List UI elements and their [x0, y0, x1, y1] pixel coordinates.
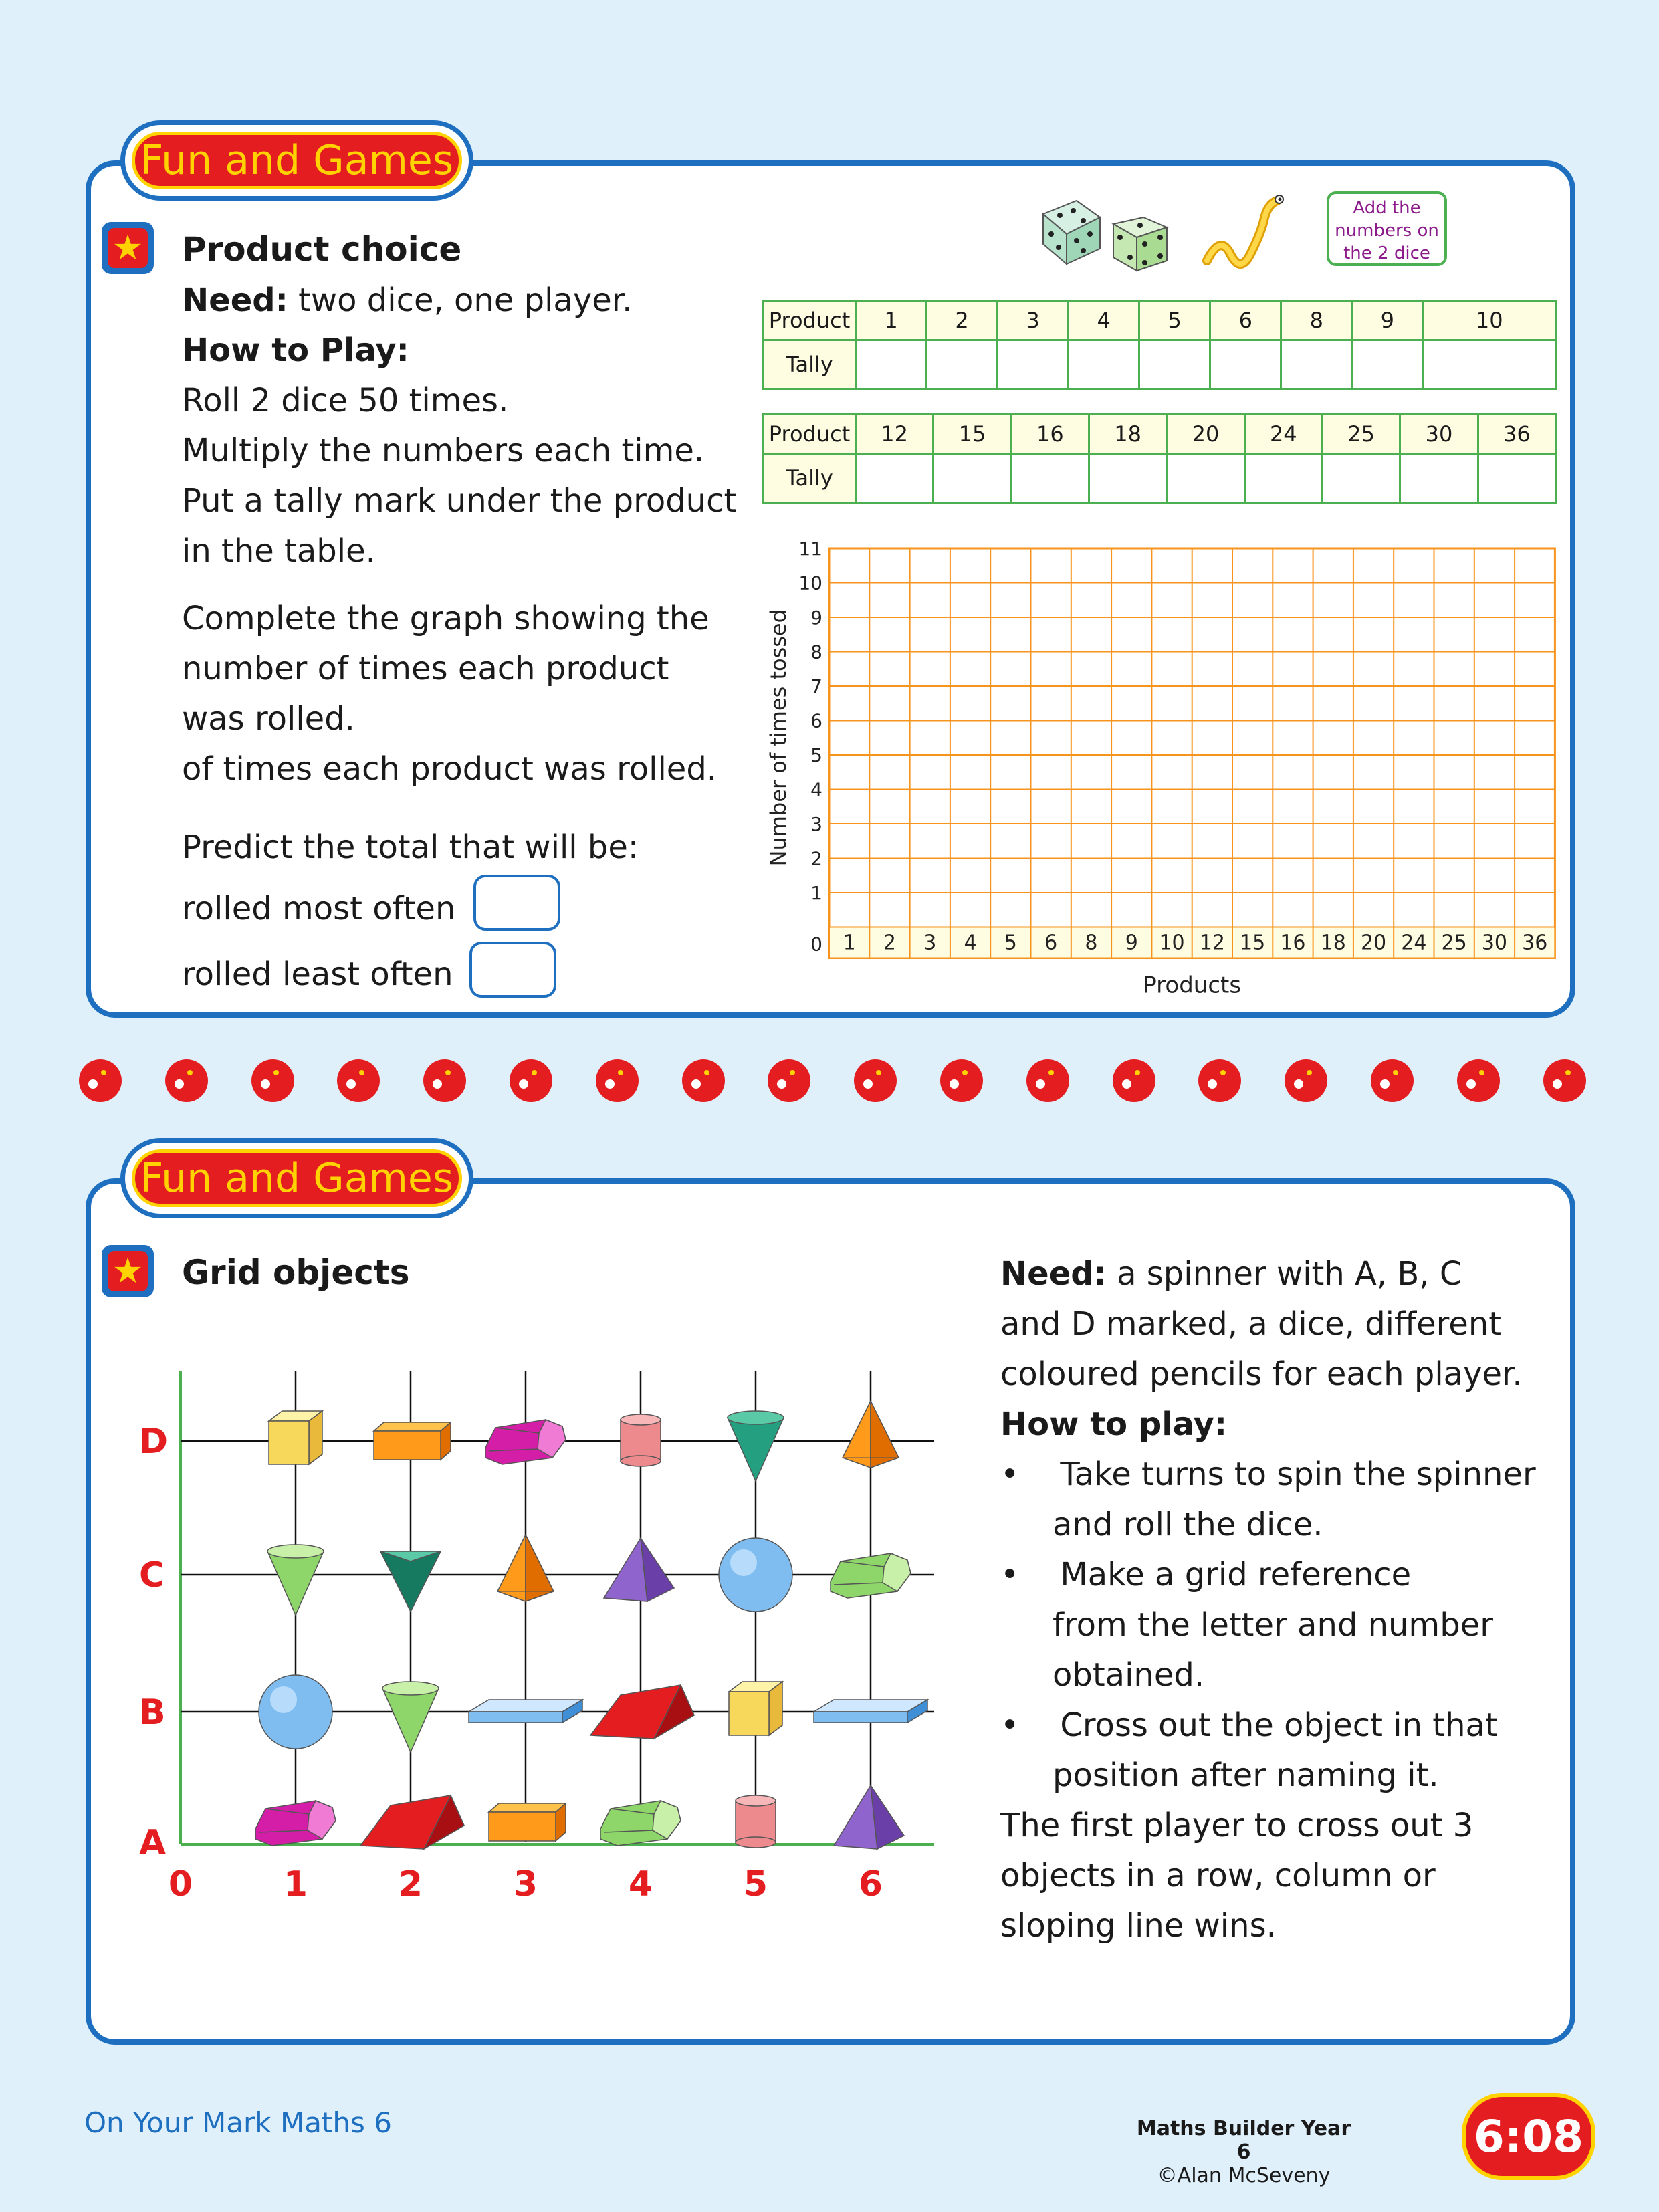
product-cell: 30	[1400, 415, 1478, 454]
bullet-text: obtained.	[1053, 1656, 1205, 1694]
product-label: Product	[764, 301, 856, 340]
product-cell: 8	[1281, 301, 1352, 340]
tri-prism-red-icon	[360, 1795, 464, 1849]
hex-prism-magenta-icon	[255, 1801, 336, 1846]
tri-pyramid-purple-icon	[604, 1538, 674, 1601]
x-tick-label: 16	[1280, 931, 1306, 955]
x-tick-label: 6	[1044, 931, 1058, 955]
need-text: coloured pencils for each player.	[1000, 1355, 1523, 1393]
closing-text: The first player to cross out 3	[1000, 1807, 1474, 1844]
author: ©Alan McSeveny	[1157, 2164, 1331, 2187]
tally-cell[interactable]	[1167, 454, 1244, 503]
y-tick-label: 3	[810, 813, 822, 835]
x-tick-label: 3	[923, 931, 937, 955]
red-dot-icon	[79, 1059, 122, 1102]
product-cell: 16	[1011, 415, 1089, 454]
y-tick-label: 5	[810, 744, 822, 766]
products-graph[interactable]	[756, 535, 1571, 1003]
fun-and-games-tab-bottom	[120, 1138, 473, 1218]
cube-yellow-icon	[269, 1411, 322, 1464]
activity-title: Product choice	[182, 230, 462, 269]
tally-cell[interactable]	[933, 454, 1011, 503]
x-tick-label: 24	[1401, 931, 1427, 955]
x-tick-label: 36	[1522, 931, 1548, 955]
instruction-line: Multiply the numbers each time.	[182, 432, 705, 469]
x-tick-label: 25	[1441, 931, 1467, 955]
x-tick-label: 30	[1481, 931, 1508, 955]
flat-prism-blue-icon	[814, 1700, 927, 1723]
red-dot-icon	[1371, 1059, 1414, 1102]
x-tick-label: 1	[843, 931, 856, 955]
grid-objects-diagram[interactable]	[127, 1357, 956, 1912]
hex-prism-green-icon	[600, 1801, 681, 1846]
col-label: 2	[398, 1864, 423, 1904]
x-tick-label: 9	[1125, 931, 1138, 955]
x-tick-label: 4	[964, 931, 977, 955]
y-tick-label: 2	[810, 847, 822, 870]
col-label: 0	[168, 1864, 193, 1904]
product-cell: 12	[856, 415, 933, 454]
book-title: Maths Builder Year 6	[1136, 2117, 1351, 2164]
pyramid-orange-icon	[497, 1535, 554, 1601]
product-cell: 10	[1423, 301, 1556, 340]
y-tick-label: 1	[810, 882, 822, 904]
snake-icon	[1207, 195, 1283, 264]
product-cell: 4	[1069, 301, 1139, 340]
tri-pyramid-purple-icon	[834, 1785, 904, 1849]
least-label: rolled least often	[182, 956, 453, 993]
red-dot-icon	[1198, 1059, 1241, 1102]
row-label: C	[139, 1555, 165, 1595]
tally-cell[interactable]	[1139, 340, 1210, 389]
red-dot-icon	[596, 1059, 639, 1102]
instruction-line: in the table.	[182, 532, 376, 570]
closing-text: sloping line wins.	[1000, 1907, 1277, 1945]
dice-icon	[1113, 217, 1167, 271]
bullet-text: from the letter and number	[1053, 1606, 1493, 1644]
x-axis-label: Products	[1143, 972, 1242, 999]
col-label: 4	[628, 1864, 653, 1904]
red-dot-icon	[1026, 1059, 1069, 1102]
instructions	[182, 275, 736, 576]
tally-cell[interactable]	[927, 340, 998, 389]
product-cell: 25	[1322, 415, 1400, 454]
tally-cell[interactable]	[856, 454, 933, 503]
cylinder-pink-icon	[736, 1795, 776, 1848]
bullet-item: • Take turns to spin the spinner	[1000, 1456, 1536, 1493]
red-dot-icon	[1543, 1059, 1586, 1102]
tally-cell[interactable]	[1089, 454, 1166, 503]
dice-icon	[1043, 201, 1100, 264]
x-tick-label: 2	[883, 931, 896, 955]
tally-cell[interactable]	[1281, 340, 1352, 389]
need-label: Need:	[182, 282, 288, 319]
product-cell: 1	[856, 301, 927, 340]
red-dot-icon	[510, 1059, 552, 1102]
product-cell: 15	[933, 415, 1011, 454]
red-dot-icon	[423, 1059, 466, 1102]
tab-label: Fun and Games	[140, 137, 454, 184]
dot-divider	[79, 1059, 1589, 1113]
tab-inner	[132, 1149, 462, 1207]
x-tick-label: 18	[1320, 931, 1346, 955]
cube-yellow-icon	[729, 1682, 782, 1735]
col-label: 5	[743, 1864, 768, 1904]
instructions-graph	[182, 594, 717, 794]
most-often-answer-box[interactable]	[473, 875, 560, 931]
cylinder-pink-icon	[621, 1414, 661, 1466]
red-dot-icon	[854, 1059, 897, 1102]
row-label: D	[139, 1422, 169, 1462]
bullet-item: • Cross out the object in that	[1000, 1706, 1498, 1744]
sphere-blue-icon	[259, 1675, 332, 1749]
sphere-blue-icon	[719, 1538, 792, 1612]
tally-table-1	[762, 300, 1557, 390]
dice-illustration	[1036, 187, 1317, 281]
pyramid-orange-icon	[843, 1401, 899, 1468]
product-cell: 5	[1139, 301, 1210, 340]
row-label: B	[139, 1692, 166, 1733]
y-tick-label: 7	[810, 675, 822, 697]
page-number-badge: 6:08	[1462, 2093, 1595, 2180]
tri-pyramid-teal-down-icon	[380, 1551, 441, 1612]
tab-inner	[132, 132, 462, 189]
bullet-text: and roll the dice.	[1053, 1506, 1323, 1543]
instruction-line: Roll 2 dice 50 times.	[182, 382, 509, 419]
col-label: 6	[858, 1864, 883, 1904]
tally-cell[interactable]	[856, 340, 927, 389]
y-tick-label: 11	[798, 538, 822, 560]
tally-cell[interactable]	[1400, 454, 1478, 503]
cone-green-down-icon	[382, 1682, 439, 1752]
y-tick-label: 8	[810, 641, 822, 663]
tally-cell[interactable]	[1244, 454, 1322, 503]
product-cell: 18	[1089, 415, 1166, 454]
x-tick-label: 8	[1085, 931, 1098, 955]
tally-cell[interactable]	[1423, 340, 1556, 389]
fun-and-games-tab-top	[120, 120, 473, 201]
x-tick-label: 12	[1199, 931, 1225, 955]
most-label: rolled most often	[182, 890, 456, 927]
red-dot-icon	[165, 1059, 208, 1102]
tally-label: Tally	[764, 340, 856, 389]
x-tick-label: 15	[1240, 931, 1266, 955]
product-cell: 36	[1478, 415, 1555, 454]
star-icon: ★	[102, 222, 154, 274]
tally-cell[interactable]	[1069, 340, 1139, 389]
col-label: 3	[513, 1864, 538, 1904]
tab-label: Fun and Games	[140, 1155, 454, 1202]
row-label: A	[139, 1823, 167, 1863]
instruction-line: of times each product was rolled.	[182, 750, 717, 788]
cuboid-orange-icon	[374, 1422, 451, 1460]
instruction-line: Complete the graph showing the	[182, 600, 709, 637]
tally-cell[interactable]	[1011, 454, 1089, 503]
product-cell: 2	[927, 301, 998, 340]
instruction-line: number of times each product	[182, 650, 669, 687]
y-tick-label: 6	[810, 709, 822, 732]
least-often-answer-box[interactable]	[469, 942, 556, 998]
red-dot-icon	[1113, 1059, 1155, 1102]
x-tick-label: 20	[1360, 931, 1387, 955]
product-cell: 3	[998, 301, 1069, 340]
red-dot-icon	[251, 1059, 294, 1102]
red-dot-icon	[337, 1059, 380, 1102]
y-tick-label: 4	[810, 778, 822, 801]
x-tick-label: 10	[1159, 931, 1185, 955]
cuboid-orange-icon	[489, 1803, 566, 1841]
footer-series: On Your Mark Maths 6	[84, 2106, 392, 2139]
how-label: How to play:	[1000, 1406, 1228, 1443]
col-label: 1	[283, 1864, 308, 1904]
product-cell: 6	[1210, 301, 1281, 340]
product-label: Product	[764, 415, 856, 454]
need-text: a spinner with A, B, C	[1106, 1255, 1462, 1293]
bullet-list	[1000, 1450, 1536, 1951]
how-label: How to Play:	[182, 332, 409, 369]
flat-prism-blue-icon	[469, 1700, 582, 1723]
tally-label: Tally	[764, 454, 856, 503]
bottom-instructions	[1000, 1249, 1523, 1450]
hex-prism-green-icon	[831, 1553, 911, 1598]
tally-table-2	[762, 413, 1557, 504]
instruction-line: was rolled.	[182, 700, 355, 738]
y-tick-label: 9	[810, 606, 822, 629]
tally-cell[interactable]	[1322, 454, 1400, 503]
speech-bubble: Add the numbers on the 2 dice	[1327, 191, 1447, 266]
red-dot-icon	[682, 1059, 725, 1102]
y-axis-label: Number of times tossed	[766, 609, 791, 867]
bullet-text: position after naming it.	[1053, 1757, 1439, 1794]
cone-green-down-icon	[267, 1545, 324, 1615]
need-label: Need:	[1000, 1255, 1107, 1293]
x-tick-label: 5	[1004, 931, 1017, 955]
star-icon: ★	[102, 1245, 154, 1297]
bullet-item: • Make a grid reference	[1000, 1556, 1412, 1593]
predict-text: Predict the total that will be:	[182, 828, 639, 866]
red-dot-icon	[940, 1059, 983, 1102]
need-text: and D marked, a dice, different	[1000, 1305, 1502, 1343]
red-dot-icon	[768, 1059, 810, 1102]
footer-credit	[1130, 2117, 1357, 2187]
tally-cell[interactable]	[1352, 340, 1423, 389]
hex-prism-magenta-icon	[485, 1420, 566, 1464]
need-text: two dice, one player.	[288, 282, 633, 319]
closing-text: objects in a row, column or	[1000, 1857, 1436, 1894]
y-tick-label: 0	[810, 933, 822, 956]
red-dot-icon	[1285, 1059, 1327, 1102]
instruction-line: Put a tally mark under the product	[182, 482, 737, 520]
product-cell: 9	[1352, 301, 1423, 340]
y-tick-label: 10	[798, 572, 822, 594]
cone-teal-down-icon	[728, 1411, 784, 1481]
activity-title: Grid objects	[182, 1253, 410, 1292]
product-cell: 20	[1167, 415, 1244, 454]
red-dot-icon	[1457, 1059, 1500, 1102]
product-cell: 24	[1244, 415, 1322, 454]
tally-cell[interactable]	[1210, 340, 1281, 389]
tally-cell[interactable]	[1478, 454, 1555, 503]
tally-cell[interactable]	[998, 340, 1069, 389]
